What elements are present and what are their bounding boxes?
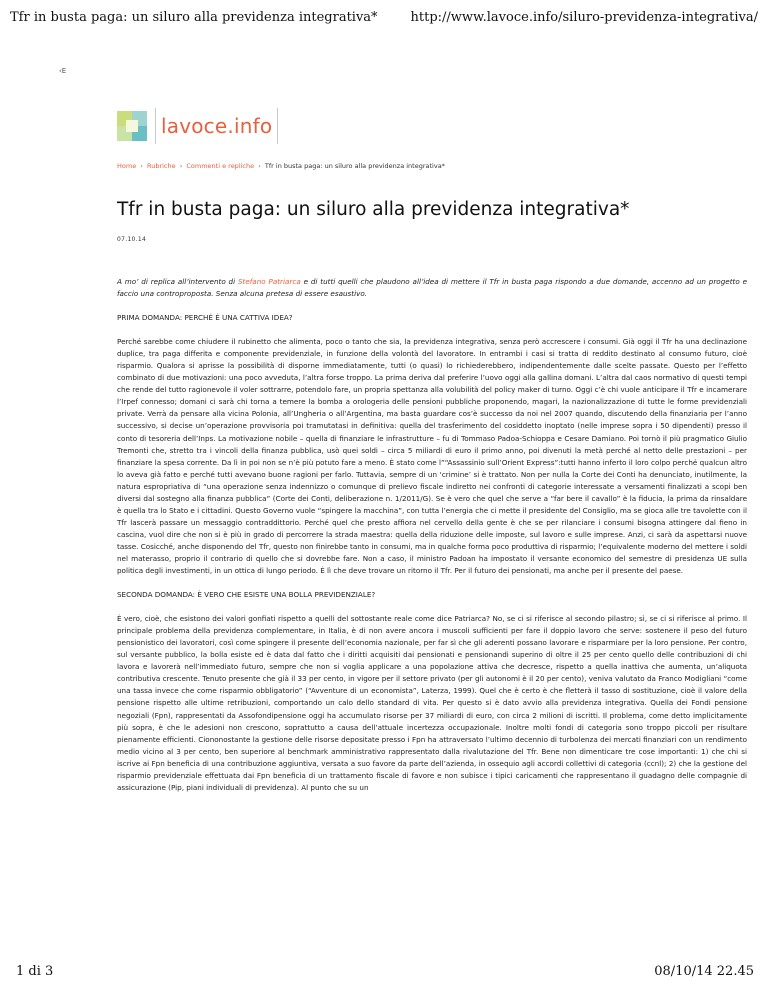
breadcrumb-separator: › [179, 162, 183, 170]
breadcrumb-current: Tfr in busta paga: un siluro alla previdenza integrativa* [264, 162, 445, 170]
section-heading-1: PRIMA DOMANDA: PERCHÉ È UNA CATTIVA IDEA? [117, 313, 293, 323]
section-heading-2: SECONDA DOMANDA: È VERO CHE ESISTE UNA BOLLA PREVIDENZIALE? [117, 590, 376, 600]
print-timestamp: 08/10/14 22.45 [654, 964, 754, 979]
intro-text: A mo’ di replica all’intervento di [117, 277, 238, 286]
article-intro [117, 276, 747, 300]
article-body [117, 276, 747, 806]
breadcrumb-commenti[interactable]: Commenti e repliche [186, 162, 255, 170]
breadcrumb [117, 162, 445, 170]
logo-divider [277, 108, 278, 144]
breadcrumb-rubriche[interactable]: Rubriche [146, 162, 176, 170]
site-logo[interactable] [117, 108, 278, 144]
breadcrumb-separator: › [258, 162, 261, 170]
article-date: 07.10.14 [117, 236, 147, 243]
print-header-title: Tfr in busta paga: un siluro alla previdenza integrativa* [10, 10, 378, 25]
paragraph-1: Perché sarebbe come chiudere il rubinetto che alimenta, poco o tanto che sia, la previdenza integrativa, senza però accrescere i consumi. Già oggi il Tfr ha una declinazione duplice, tra paga differita e componente previdenziale, in funzione della volontà del lavoratore. In entrambi i casi si tratta di reddito destinato al consumo futuro, cioè risparmio. Qualora si aprisse la possibilità di disporne immediatamente, tutti (o quasi) lo richiederebbero, indipendentemente dalle scelte passate. Questo per l’effetto combinato di due motivazioni: una poco avveduta, l’altra forse troppo. La prima deriva dal preferire l’uovo oggi alla gallina domani. L’altra dal caos normativo di questi tempi che rende del tutto ragionevole il voler sottrarre, potendolo fare, un propria spettanza alla volubilità del policy maker di turno. Oggi c’è chi vuole anticipare il Tfr e incamerare l’Irpef connesso; domani ci sarà chi torna a temere la bomba a orologeria delle pensioni pubbliche proponendo, magari, la nazionalizzazione di tutte le forme previdenziali private. Verrà da pensare alla vicina Polonia, all’Ungheria o all’Argentina, ma basta guardare cos’è successo da noi nel 2007 quando, discutendo della finanziaria per l’anno successivo, si decise un’operazione provvisoria poi tramutatasi in definitiva: quella del trasferimento del cosiddetto inoptato (nelle imprese sopra i 50 dipendenti) presso il conto di tesoreria dell’Inps. La motivazione nobile – quella di finanziare le infrastrutture – fu di Tommaso Padoa-Schioppa e Cesare Damiano. Poi tornò il più pragmatico Giulio Tremonti che, stretto tra i vincoli della finanza pubblica, usò quei soldi – circa 5 miliardi di euro il primo anno, poi divenuti la metà perché al netto delle prestazioni – per finanziare la spesa corrente. Da lì in poi non se n’è più potuto fare a meno. È stato come l”“Assassinio sull’Orient Express”:tutti hanno inferto il loro colpo perché qualcun altro lo aveva già fatto e perché tutti avevano buone ragioni per farlo. Tuttavia, sempre di un ‘crimine’ si è trattato. Non per nulla la Corte dei Conti ha denunciato, inutilmente, la natura espropriativa di “una operazione senza indennizzo o comunque di prelievo fiscale indiretto nei confronti di categorie interessate a versamenti finalizzati a scopi ben diversi dal sostegno alla finanza pubblica” (Corte dei Conti, deliberazione n. 1/2011/G). Se è vero che quel che serve a “far bere il cavallo” è la fiducia, la prima da rinsaldare è quella tra lo Stato e i cittadini. Questo Governo vuole “spingere la macchina”, con tutta l’energia che ci mette il presidente del Consiglio, ma se gioca alle tre tavolette con il Tfr lascerà passare un messaggio contraddittorio. Perché quel che presto affiora nel cervello della gente è che se per rilanciare i consumi bisogna attingere dal fieno in cascina, vuol dire che non si è più in grado di percorrere la strada maestra: quella della riduzione delle imposte, sul lavoro e sulle imprese. Anzi, ci sarà da aspettarsi nuove tasse. Cosicché, anche disponendo del Tfr, questo non finirebbe tanto in consumi, ma in qualche forma poco produttiva di risparmio; l’equivalente moderno del mettere i soldi nel materasso, proprio il contrario di quello che si dovrebbe fare. Non a caso, il ministro Padoan ha impostato il versante economico del semestre di presidenza UE sulla politica degli investimenti, in un ottica di lungo periodo. È lì che deve trovare un ritorno il Tfr. Per il futuro dei pensionati, ma anche per il presente del paese. [117, 337, 747, 576]
corner-mark: ‹E [59, 67, 67, 75]
breadcrumb-home[interactable]: Home [117, 162, 137, 170]
logo-text: lavoce.info [161, 114, 273, 138]
print-footer [16, 964, 754, 982]
intro-text: e di tutti quelli che plaudono all’idea di mettere il Tfr in busta paga rispondo a due domande, accenno ad un progetto e faccio una controproposta. Senza alcuna pretesa di essere esaustivo. [117, 277, 747, 299]
print-header-url: http://www.lavoce.info/siluro-previdenza-integrativa/ [410, 10, 758, 25]
article-title: Tfr in busta paga: un siluro alla previdenza integrativa* [117, 199, 630, 220]
author-link[interactable]: Stefano Patriarca [237, 277, 301, 286]
logo-divider [155, 108, 156, 144]
breadcrumb-separator: › [140, 162, 143, 170]
page-number: 1 di 3 [16, 964, 54, 979]
print-header [10, 10, 758, 30]
lavoce-logo-icon [117, 111, 147, 141]
paragraph-2: È vero, cioè, che esistono dei valori gonfiati rispetto a quelli del sottostante reale come dice Patriarca? No, se ci si riferisce al secondo pilastro; sì, se ci si riferisce al primo. Il principale problema della previdenza complementare, in Italia, è di non avere ancora i muscoli sufficienti per fare il doppio lavoro che serve: sostenere il peso del futuro pensionistico dei lavoratori, così come spingere il presente dell’economia nazionale, per far sì che gli aderenti possano lavorare e risparmiare per la loro pensione. Per contro, sul versante pubblico, la bolla esiste ed è data dal fatto che i diritti acquisiti dai pensionati e pensionandi superino di oltre il 25 per cento quello delle contribuzioni di chi lavora e lavorerà nell’immediato futuro, sempre che non si voglia applicare a una popolazione attiva che decresce, rispetto a quella inattiva che aumenta, un’aliquota contributiva crescente. Tenuto presente che già il 33 per cento, in vigore per il settore privato (per gli autonomi è il 20 per cento), veniva valutato da Franco Modigliani “come una tassa invece che come risparmio obbligatorio” (“Avventure di un economista”, Laterza, 1999). Quel che è certo è che fletterà il tasso di sostituzione, cioè il valore della pensione rispetto alle ultime retribuzioni, comportando un calo dello standard di vita. Per questo si è dato avvio alla previdenza integrativa. Quella dei Fondi pensione negoziali (Fpn), rappresentati da Assofondipensione oggi ha accumulato risorse per 37 miliardi di euro, con circa 2 milioni di iscritti. Il problema, come detto implicitamente più sopra, è che le adesioni non crescono, soprattutto a causa dell’attuale incertezza occupazionale. Inoltre molti fondi di categoria sono troppo piccoli per risultare pienamente efficienti. Ciononostante la gestione delle risorse depositate presso i Fpn ha attraversato l’ultimo decennio di turbolenza dei mercati finanziari con un rendimento medio vicino al 3 per cento, ben superiore al benchmark amministrativo rappresentato dalla rivalutazione del Tfr. Bene non dimenticare tre cose importanti: 1) che chi si iscrive ai Fpn beneficia di una contribuzione aggiuntiva, versata a suo favore da parte dell’azienda, in ossequio agli accordi collettivi di categoria (ccnl); 2) che la gestione del risparmio previdenziale effettuata dai Fpn beneficia di un trattamento fiscale di favore e non subisce i tipici caricamenti che rappresentano il guadagno delle compagnie di assicurazione (Pip, piani individuali di previdenza). Al punto che su un [117, 614, 747, 792]
